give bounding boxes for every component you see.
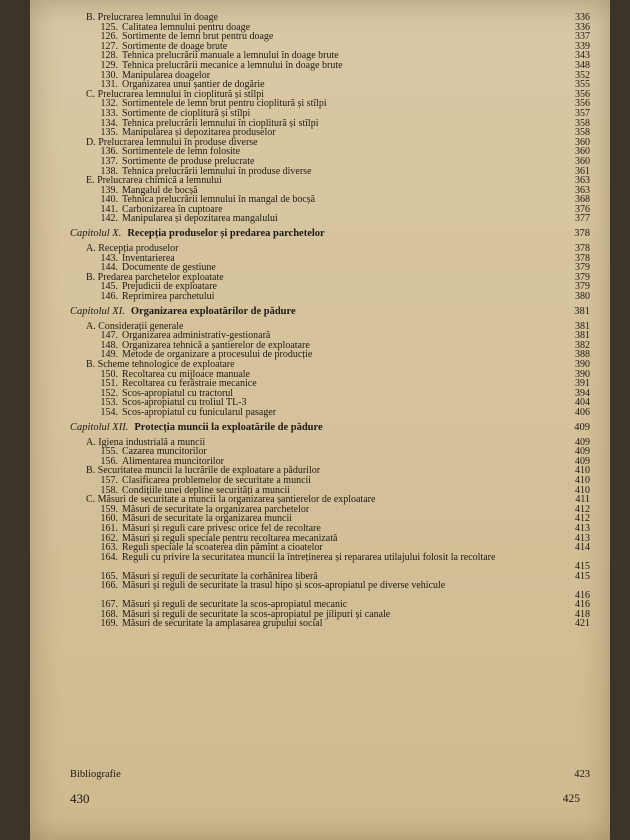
item-number: 135. (100, 127, 118, 139)
item-number: 132. (100, 98, 118, 110)
page-number: 406 (575, 406, 590, 418)
page-number: 352 (575, 69, 590, 81)
chapter-number: Capitolul XI. (70, 305, 125, 317)
page-number: 415 (575, 570, 590, 582)
page-number: 416 (575, 599, 590, 611)
entry-title: Măsuri și reguli de securitate la scos-apropiatul pe jilipuri și canale (122, 608, 391, 620)
item-number: 151. (100, 378, 118, 390)
page-number: 411 (575, 494, 590, 506)
item-number: 145. (100, 281, 118, 293)
entry-title: Sortimente de produse prelucrate (122, 155, 255, 167)
entry-title: Măsuri și reguli de securitate la scos-apropiatul mecanic (122, 599, 348, 611)
entry-title: B. Securitatea muncii la lucrările de exploatare a pădurilor (86, 465, 321, 477)
entry-title: Scos-apropiatul cu funicularul pasager (122, 406, 277, 418)
page-number: 415 (575, 561, 590, 573)
chapter-title: Recepția produselor și predarea parchetelor (127, 228, 325, 240)
entry-title: Tehnica prelucrării manuale a lemnului în doage brute (122, 50, 339, 62)
toc-item (68, 292, 590, 302)
item-number: 129. (100, 59, 118, 71)
entry-title: Manipularea și depozitarea mangalului (122, 213, 278, 225)
item-number: 139. (100, 184, 118, 196)
page-number: 418 (575, 608, 590, 620)
entry-title: Mangalul de bocșă (122, 184, 198, 196)
item-number: 149. (100, 349, 118, 361)
page-number: 363 (575, 175, 590, 187)
item-number: 148. (100, 339, 118, 351)
item-number: 137. (100, 155, 118, 167)
entry-title: Tehnica prelucrării mecanice a lemnului în doage brute (122, 59, 343, 71)
page-number: 409 (574, 421, 590, 433)
page-number: 343 (575, 50, 590, 62)
page-number: 378 (575, 243, 590, 255)
page-number: 377 (575, 213, 590, 225)
toc-item (68, 214, 590, 224)
page-number: 360 (575, 136, 590, 148)
item-number: 125. (100, 21, 118, 33)
table-of-contents (68, 13, 590, 629)
chapter-number: Capitolul X. (70, 228, 122, 240)
chapter-title: Organizarea exploatărilor de pădure (130, 305, 296, 317)
page-number: 390 (575, 368, 590, 380)
page-number: 378 (574, 228, 590, 240)
page-number: 357 (575, 107, 590, 119)
entry-title: Scos-apropiatul cu tractorul (122, 387, 234, 399)
item-number: 131. (100, 79, 118, 91)
entry-title: Carbonizarea în cuptoare (122, 203, 223, 215)
item-number: 146. (100, 291, 118, 303)
entry-title: C. Prelucrarea lemnului în cioplitură și stîlpi (86, 88, 265, 100)
item-number: 143. (100, 252, 118, 264)
item-number: 153. (100, 397, 118, 409)
entry-title: Reprimirea parchetului (122, 291, 215, 303)
bibliography-label: Bibliografie (70, 769, 121, 780)
page-number: 363 (575, 184, 590, 196)
item-number: 161. (100, 522, 118, 534)
entry-title: Tehnica prelucrării lemnului în cioplitură și stîlpi (122, 117, 319, 129)
chapter-number: Capitolul XII. (70, 421, 129, 433)
item-number: 152. (100, 387, 118, 399)
page-number: 336 (575, 12, 590, 23)
page-number: 381 (575, 320, 590, 332)
item-number: 166. (100, 580, 118, 592)
entry-title: Măsuri și reguli care privesc orice fel de recoltare (122, 522, 321, 534)
page-number: 421 (575, 618, 590, 630)
item-number: 147. (100, 330, 118, 342)
page-number: 413 (575, 522, 590, 534)
entry-title: A. Recepția produselor (86, 243, 179, 255)
entry-title: A. Igiena industrială a muncii (86, 436, 206, 448)
page-number: 388 (575, 349, 590, 361)
bibliography-page: 423 (574, 769, 590, 780)
page-number: 358 (575, 117, 590, 129)
item-number: 167. (100, 599, 118, 611)
toc-chapter (68, 224, 590, 244)
item-number: 163. (100, 542, 118, 554)
item-number: 157. (100, 474, 118, 486)
item-number: 127. (100, 40, 118, 52)
entry-title: Organizarea tehnică a șantierelor de exploatare (122, 339, 310, 351)
entry-title: Scos-apropiatul cu troliul TL-3 (122, 397, 247, 409)
entry-title: Documente de gestiune (122, 262, 216, 274)
page-number: 380 (575, 291, 590, 303)
entry-title: C. Măsuri de securitate a muncii la organizarea șantierelor de exploatare (86, 494, 376, 506)
page-number: 412 (575, 503, 590, 515)
item-number: 133. (100, 107, 118, 119)
item-number: 144. (100, 262, 118, 274)
page-number: 356 (575, 98, 590, 110)
page-number: 376 (575, 203, 590, 215)
bibliography-entry (70, 768, 590, 782)
entry-title: Tehnica prelucrării lemnului în mangal de bocșă (122, 194, 316, 206)
item-number: 160. (100, 513, 118, 525)
toc-item (68, 581, 590, 600)
entry-title: Metode de organizare a procesului de producție (122, 349, 313, 361)
page-number: 412 (575, 513, 590, 525)
chapter-title: Protecția muncii la exploatările de pădure (134, 421, 323, 433)
page-number: 390 (575, 359, 590, 370)
page-number: 337 (575, 31, 590, 43)
entry-title: Sortimente de lemn brut pentru doage (122, 31, 274, 43)
entry-title: Sortimente de cioplitură și stîlpi (122, 107, 251, 119)
entry-title: Sortimentele de lemn folosite (122, 146, 241, 158)
entry-title: Măsuri și reguli de securitate la trasul hipo și scos-apropiatul pe diverse vehicule (122, 580, 446, 592)
page-number: 410 (575, 484, 590, 496)
page-number: 381 (574, 305, 590, 317)
page-number: 368 (575, 194, 590, 206)
page-number: 410 (575, 465, 590, 477)
item-number: 156. (100, 455, 118, 467)
entry-title: Manipularea și depozitarea produselor (122, 127, 276, 139)
entry-title: Alimentarea muncitorilor (122, 455, 224, 467)
item-number: 159. (100, 503, 118, 515)
page-number: 378 (575, 252, 590, 264)
entry-title: Organizarea unui șantier de dogărie (122, 79, 265, 91)
page-number: 356 (575, 88, 590, 100)
entry-title: Sortimente de doage brute (122, 40, 228, 52)
page-number: 409 (575, 455, 590, 467)
item-number: 141. (100, 203, 118, 215)
folio-left: 430 (70, 791, 90, 806)
page-number: 379 (575, 281, 590, 293)
item-number: 138. (100, 165, 118, 177)
entry-title: E. Prelucrarea chimică a lemnului (86, 175, 222, 187)
page-number: 381 (575, 330, 590, 342)
page-number: 391 (575, 378, 590, 390)
entry-title: Clasificarea problemelor de securitate a muncii (122, 474, 312, 486)
entry-title: Măsuri și reguli de securitate la corhănirea liberă (122, 570, 318, 582)
entry-title: Calitatea lemnului pentru doage (122, 21, 251, 33)
item-number: 150. (100, 368, 118, 380)
page-number: 410 (575, 474, 590, 486)
page-number: 348 (575, 59, 590, 71)
entry-title: Măsuri de securitate la amplasarea grupului social (122, 618, 323, 630)
toc-chapter (68, 418, 590, 438)
page-number: 361 (575, 165, 590, 177)
item-number: 126. (100, 31, 118, 43)
item-number: 168. (100, 608, 118, 620)
entry-title: Cazarea muncitorilor (122, 446, 207, 458)
item-number: 164. (100, 551, 118, 563)
page-number: 336 (575, 21, 590, 33)
entry-title: Organizarea administrativ-gestionară (122, 330, 271, 342)
item-number: 162. (100, 532, 118, 544)
entry-title: B. Scheme tehnologice de exploatare (86, 359, 235, 370)
entry-title: Reguli speciale la scoaterea din pămînt a cioatelor (122, 542, 323, 554)
page-number: 404 (575, 397, 590, 409)
page-number: 379 (575, 262, 590, 274)
toc-item (68, 619, 590, 629)
page-number: 414 (575, 542, 590, 554)
page-number: 416 (575, 589, 590, 601)
item-number: 130. (100, 69, 118, 81)
entry-title: Măsuri de securitate la organizarea muncii (122, 513, 293, 525)
item-number: 158. (100, 484, 118, 496)
entry-title: Condițiile unei depline securități a muncii (122, 484, 291, 496)
item-number: 140. (100, 194, 118, 206)
entry-title: Sortimentele de lemn brut pentru cioplitură și stîlpi (122, 98, 327, 110)
page-number: 379 (575, 271, 590, 283)
toc-item (68, 408, 590, 418)
entry-title: Reguli cu privire la securitatea muncii la întreținerea și repararea utilajului folosit la recoltare (122, 551, 496, 563)
entry-title: Inventarierea (122, 252, 175, 264)
toc-chapter (68, 302, 590, 322)
page-number: 382 (575, 339, 590, 351)
page-number: 355 (575, 79, 590, 91)
page-number: 339 (575, 40, 590, 52)
item-number: 155. (100, 446, 118, 458)
entry-title: Manipularea doagelor (122, 69, 211, 81)
page-number: 358 (575, 127, 590, 139)
item-number: 134. (100, 117, 118, 129)
item-number: 136. (100, 146, 118, 158)
entry-title: A. Considerații generale (86, 320, 184, 332)
entry-title: B. Prelucrarea lemnului în doage (86, 12, 218, 23)
entry-title: Măsuri și reguli speciale pentru recoltarea mecanizată (122, 532, 338, 544)
page-number: 409 (575, 446, 590, 458)
toc-item (68, 553, 590, 572)
entry-title: Recoltarea cu ferăstraie mecanice (122, 378, 257, 390)
page-number: 394 (575, 387, 590, 399)
entry-title: Prejudicii de exploatare (122, 281, 217, 293)
page-number: 409 (575, 436, 590, 448)
page-number: 360 (575, 146, 590, 158)
folio-right: 425 (562, 793, 580, 805)
page-number: 360 (575, 155, 590, 167)
entry-title: Măsuri de securitate la organizarea parchetelor (122, 503, 310, 515)
book-page (30, 0, 610, 840)
item-number: 169. (100, 618, 118, 630)
entry-title: B. Predarea parchetelor exploatate (86, 271, 224, 283)
entry-title: Recoltarea cu mijloace manuale (122, 368, 250, 380)
item-number: 154. (100, 406, 118, 418)
item-number: 165. (100, 570, 118, 582)
item-number: 142. (100, 213, 118, 225)
item-number: 128. (100, 50, 118, 62)
entry-title: Tehnica prelucrării lemnului în produse diverse (122, 165, 312, 177)
page-number: 413 (575, 532, 590, 544)
entry-title: D. Prelucrarea lemnului în produse diverse (86, 136, 258, 148)
